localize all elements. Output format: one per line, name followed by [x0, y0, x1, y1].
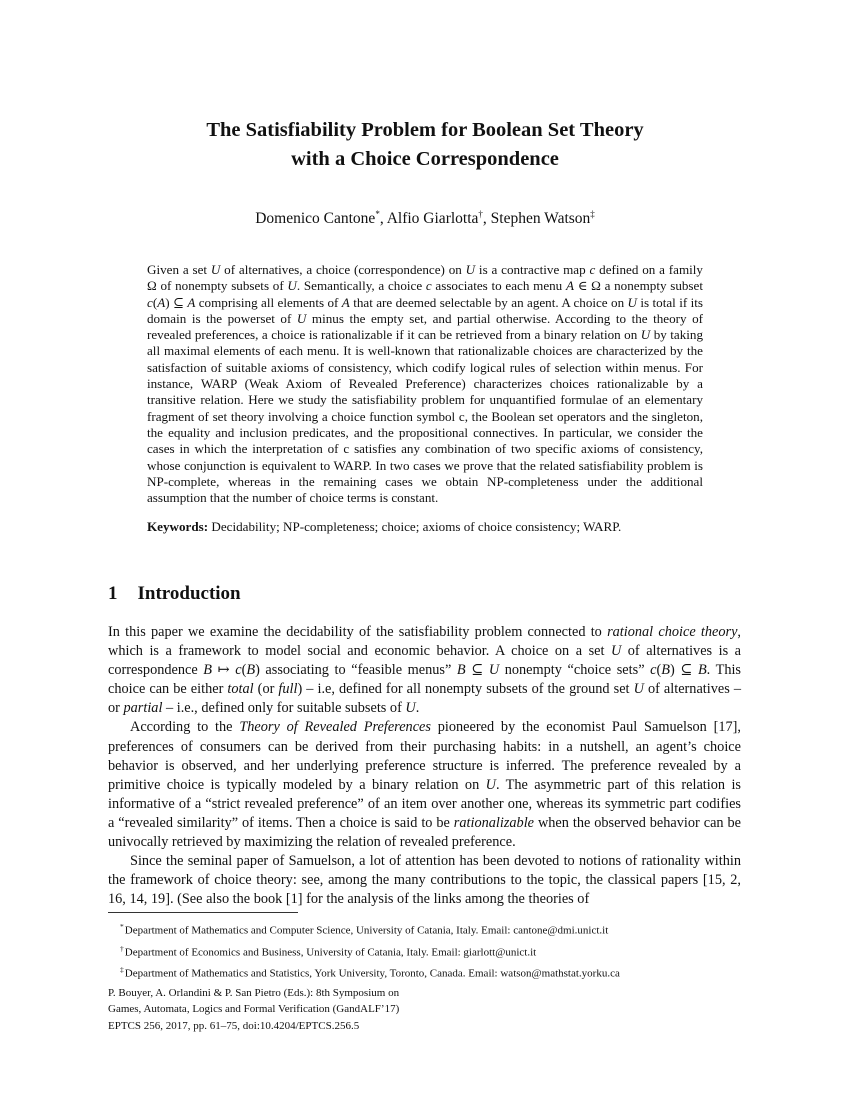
author-list: Domenico Cantone*, Alfio Giarlotta†, Stephen Watson‡ [255, 209, 595, 228]
publication-info [108, 985, 508, 1034]
footnote-mark: * [120, 922, 124, 931]
author-name: Domenico Cantone [255, 210, 376, 228]
footnote [120, 918, 740, 940]
footnote [120, 961, 740, 983]
footnote-mark: ‡ [120, 965, 124, 975]
author-name: Stephen Watson [490, 210, 591, 228]
publication-line-1: P. Bouyer, A. Orlandini & P. San Pietro (Eds.): 8th Symposium on [108, 987, 400, 999]
paper-title-line-2: with a Choice Correspondence [291, 148, 559, 170]
intro-paragraph-3: Since the seminal paper of Samuelson, a lot of attention has been devoted to notions of rationality within the framework of choice theory: see, among the many contributions to the topic, the classical papers [15, 2, 16, 14, 19]. (See also the book [1] for the analysis of the links among the theories of [108, 853, 741, 908]
section-number: 1 [108, 583, 118, 604]
footnote-text: Department of Economics and Business, University of Catania, Italy. Email: giarlott@unict.it [124, 946, 537, 959]
publication-line-3: EPTCS 256, 2017, pp. 61–75, doi:10.4204/EPTCS.256.5 [108, 1019, 360, 1032]
section-heading [108, 583, 241, 605]
footnote-mark: † [120, 943, 124, 953]
keywords-label: Keywords: [147, 519, 209, 535]
paper-title [0, 116, 850, 174]
author-footnote-mark: ‡ [590, 209, 595, 219]
author-footnote-mark: * [375, 209, 380, 219]
paper-title-line-1: The Satisfiability Problem for Boolean Set Theory [206, 119, 644, 141]
footnote-divider [108, 912, 298, 913]
keywords [147, 519, 703, 535]
keywords-text: Decidability; NP-completeness; choice; axioms of choice consistency; WARP. [211, 519, 622, 535]
intro-paragraph-2: According to the Theory of Revealed Preferences pioneered by the economist Paul Samuelson [17], preferences of consumers can be derived from their purchasing habits: in a nutshell, an agent’s choice behavior is observed, and her underlying preference structure is inferred. The preference revealed by a primitive choice is typically modeled by a binary relation on U. The asymmetric part of this relation is informative of a “strict revealed preference” of an item over another one, whereas its symmetric part codifies a “revealed similarity” of items. Then a choice is said to be rationalizable when the observed behavior can be univocally retrieved by maximizing the relation of revealed preference. [108, 719, 741, 851]
section-title: Introduction [137, 583, 241, 604]
publication-line-2: Games, Automata, Logics and Formal Verification (GandALF’17) [108, 1003, 400, 1016]
footnote [120, 940, 740, 962]
footnote-text: Department of Mathematics and Statistics, York University, Toronto, Canada. Email: watson@mathstat.yorku.ca [124, 967, 620, 980]
author-footnote-mark: † [478, 209, 483, 219]
intro-paragraph-1: In this paper we examine the decidability of the satisfiability problem connected to rational choice theory, which is a framework to model social and economic behavior. A choice on a set U of alternatives is a correspondence B ↦ c(B) associating to “feasible menus” B ⊆ U nonempty “choice sets” c(B) ⊆ B. This choice can be either total (or full) – i.e, defined for all nonempty subsets of the ground set U of alternatives – or partial – i.e., defined only for suitable subsets of U. [108, 624, 741, 717]
author-name: Alfio Giarlotta [386, 210, 479, 228]
abstract-text: Given a set U of alternatives, a choice (correspondence) on U is a contractive map c defined on a family Ω of nonempty subsets of U. Semantically, a choice c associates to each menu A ∈ Ω a nonempty subset c(A) ⊆ A comprising all elements of A that are deemed selectable by an agent. A choice on U is total if its domain is the powerset of U minus the empty set, and partial otherwise. According to the theory of revealed preferences, a choice is rationalizable if it can be retrieved from a binary relation on U by taking all maximal elements of each menu. It is well-known that rationalizable choices are characterized by the satisfaction of suitable axioms of consistency, which codify logical rules of selection within menus. For instance, WARP (Weak Axiom of Revealed Preference) characterizes choices rationalizable by a transitive relation. Here we study the satisfiability problem for unquantified formulae of an elementary fragment of set theory involving a choice function symbol c, the Boolean set operators and the singleton, the equality and inclusion predicates, and the propositional connectives. In particular, we consider the cases in which the interpretation of c satisfies any combination of two specific axioms of consistency, whose conjunction is equivalent to WARP. In two cases we prove that the related satisfiability problem is NP-complete, whereas in the remaining cases we obtain NP-completeness under the additional assumption that the number of choice terms is constant. [147, 262, 704, 506]
footnote-text: Department of Mathematics and Computer Science, University of Catania, Italy. Email: cantone@dmi.unict.it [124, 924, 609, 937]
introduction-body [108, 623, 741, 909]
abstract [147, 262, 703, 536]
footnotes [120, 918, 740, 983]
